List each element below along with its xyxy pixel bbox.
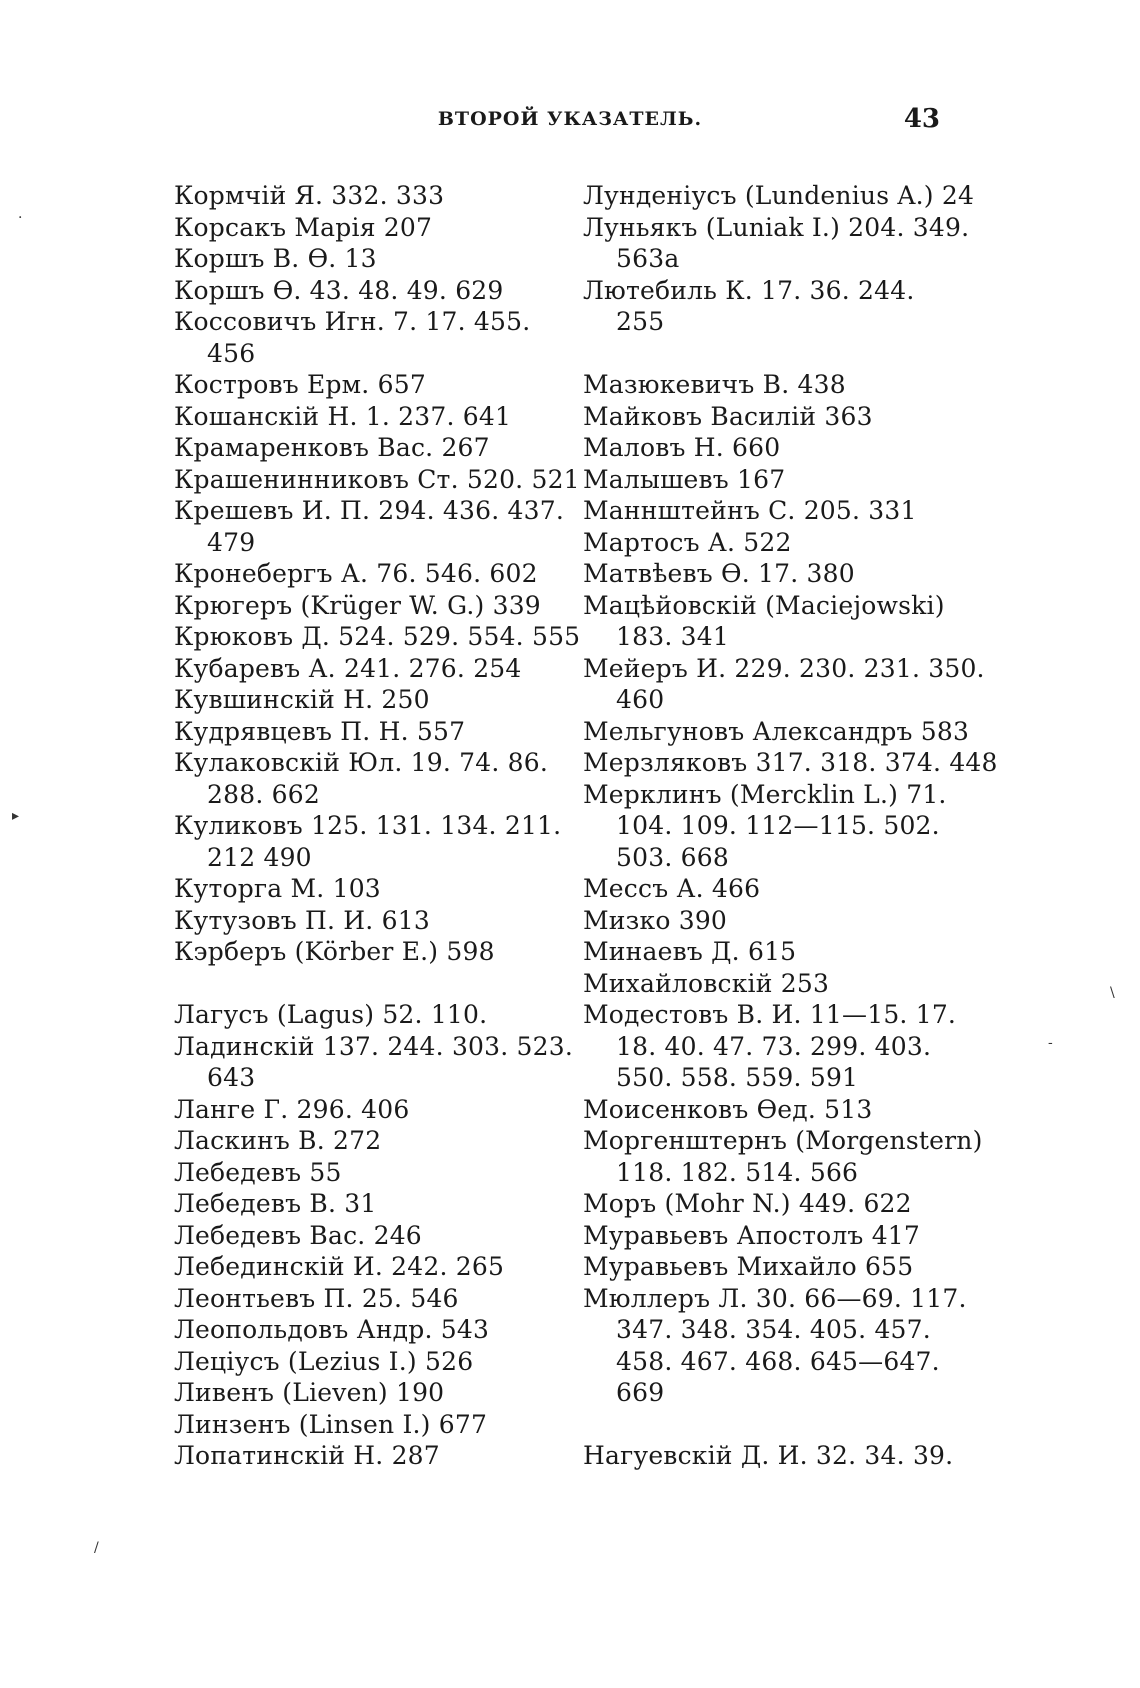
print-speck: / xyxy=(94,1540,99,1556)
index-entry: Малышевъ 167 xyxy=(583,464,786,494)
index-entry-continuation: 18. 40. 47. 73. 299. 403. xyxy=(616,1031,932,1061)
index-entry: Матвѣевъ Ѳ. 17. 380 xyxy=(583,559,855,588)
index-entry-continuation: 255 xyxy=(616,307,665,336)
index-entry: Моръ (Mohr N.) 449. 622 xyxy=(583,1189,912,1218)
index-entry: Маннштейнъ С. 205. 331 xyxy=(583,496,917,525)
index-entry: Лютебиль К. 17. 36. 244. xyxy=(583,275,915,305)
index-entry-continuation: 212 490 xyxy=(207,842,312,872)
index-entry-continuation: 550. 558. 559. 591 xyxy=(616,1063,859,1092)
index-entry: Корсакъ Марія 207 xyxy=(174,212,433,242)
index-entry-continuation: 456 xyxy=(207,338,256,368)
print-speck: \ xyxy=(1110,985,1115,1001)
index-entry: Моргенштернъ (Morgenstern) xyxy=(583,1126,983,1155)
index-entry: Кулаковскій Юл. 19. 74. 86. xyxy=(174,748,549,777)
index-entry: Ладинскій 137. 244. 303. 523. xyxy=(174,1031,574,1061)
blank-line xyxy=(583,338,983,370)
index-entry: Крюгеръ (Krüger W. G.) 339 xyxy=(174,590,541,620)
index-entry: Лебедевъ 55 xyxy=(174,1157,342,1187)
index-entry: Муравьевъ Апостолъ 417 xyxy=(583,1220,921,1250)
index-entry: Костровъ Ерм. 657 xyxy=(174,370,426,399)
index-entry-continuation: 104. 109. 112—115. 502. xyxy=(616,811,940,840)
index-entry: Лопатинскій Н. 287 xyxy=(174,1441,440,1470)
index-entry: Муравьевъ Михайло 655 xyxy=(583,1252,914,1281)
page-number: 43 xyxy=(903,104,940,134)
index-entry: Мейеръ И. 229. 230. 231. 350. xyxy=(583,653,985,683)
running-header: ВТОРОЙ УКАЗАТЕЛЬ. xyxy=(437,108,703,130)
index-entry: Леопольдовъ Андр. 543 xyxy=(174,1315,490,1344)
index-entry: Крамаренковъ Вас. 267 xyxy=(174,433,490,462)
index-entry: Майковъ Василій 363 xyxy=(583,401,873,431)
index-entry: Кудрявцевъ П. Н. 557 xyxy=(174,716,466,746)
index-entry: Лебединскій И. 242. 265 xyxy=(174,1252,505,1281)
index-entry: Кормчій Я. 332. 333 xyxy=(174,181,445,210)
index-entry: Маловъ Н. 660 xyxy=(583,433,781,462)
index-entry-continuation: 479 xyxy=(207,527,256,557)
index-entry-continuation: 347. 348. 354. 405. 457. xyxy=(616,1315,931,1344)
index-entry: Ласкинъ В. 272 xyxy=(174,1126,382,1155)
index-entry: Моисенковъ Ѳед. 513 xyxy=(583,1094,873,1124)
index-entry-continuation: 643 xyxy=(207,1063,256,1092)
index-entry: Кронебергъ А. 76. 546. 602 xyxy=(174,559,538,588)
index-column-left xyxy=(174,180,581,1472)
index-entry: Ланге Г. 296. 406 xyxy=(174,1094,410,1124)
index-entry: Кубаревъ А. 241. 276. 254 xyxy=(174,653,522,683)
index-entry: Куторга М. 103 xyxy=(174,874,381,903)
index-entry: Кутузовъ П. И. 613 xyxy=(174,905,430,935)
blank-line xyxy=(174,968,574,1000)
print-speck: · xyxy=(18,210,23,226)
index-column-right xyxy=(583,180,998,1472)
index-entry: Кошанскій Н. 1. 237. 641 xyxy=(174,401,512,431)
index-entry: Коршъ В. Ѳ. 13 xyxy=(174,244,377,273)
index-entry: Мерзляковъ 317. 318. 374. 448 xyxy=(583,748,998,777)
index-entry: Коршъ Ѳ. 43. 48. 49. 629 xyxy=(174,275,504,305)
index-entry: Мюллеръ Л. 30. 66—69. 117. xyxy=(583,1283,967,1313)
index-entry: Мерклинъ (Mercklin L.) 71. xyxy=(583,779,947,809)
index-entry-continuation: 460 xyxy=(616,685,665,714)
index-entry: Лунденіусъ (Lundenius A.) 24 xyxy=(583,181,975,210)
index-entry: Нагуевскій Д. И. 32. 34. 39. xyxy=(583,1441,954,1470)
index-entry: Лагусъ (Lagus) 52. 110. xyxy=(174,1000,488,1029)
index-entry-continuation: 563а xyxy=(616,244,680,273)
index-entry: Мельгуновъ Александръ 583 xyxy=(583,716,970,746)
index-entry-continuation: 118. 182. 514. 566 xyxy=(616,1157,859,1187)
blank-line xyxy=(583,1409,983,1441)
index-entry: Кувшинскій Н. 250 xyxy=(174,685,430,714)
index-entry: Луньякъ (Luniak I.) 204. 349. xyxy=(583,212,970,242)
index-entry: Линзенъ (Linsen I.) 677 xyxy=(174,1409,488,1439)
index-entry: Леціусъ (Lezius I.) 526 xyxy=(174,1346,474,1376)
print-speck: ▸ xyxy=(12,808,20,824)
index-entry: Куликовъ 125. 131. 134. 211. xyxy=(174,811,562,840)
index-entry: Минаевъ Д. 615 xyxy=(583,937,797,966)
index-entry: Модестовъ В. И. 11—15. 17. xyxy=(583,1000,957,1029)
print-speck: - xyxy=(1048,1035,1053,1051)
index-entry: Мизко 390 xyxy=(583,905,728,935)
index-entry: Леонтьевъ П. 25. 546 xyxy=(174,1283,459,1313)
index-entry: Коссовичъ Игн. 7. 17. 455. xyxy=(174,307,531,336)
index-entry: Михайловскій 253 xyxy=(583,968,830,998)
index-entry: Ливенъ (Lieven) 190 xyxy=(174,1378,445,1407)
index-entry: Крешевъ И. П. 294. 436. 437. xyxy=(174,496,564,525)
index-entry-continuation: 503. 668 xyxy=(616,842,729,872)
index-entry: Кэрберъ (Körber E.) 598 xyxy=(174,937,495,966)
index-entry: Лебедевъ В. 31 xyxy=(174,1189,377,1218)
index-entry-continuation: 669 xyxy=(616,1378,665,1407)
index-entry: Крюковъ Д. 524. 529. 554. 555 xyxy=(174,622,581,651)
index-entry: Мацѣйовскій (Maciejowski) xyxy=(583,590,945,620)
index-entry: Крашенинниковъ Ст. 520. 521 xyxy=(174,464,580,494)
index-entry: Мазюкевичъ В. 438 xyxy=(583,370,846,399)
index-entry: Мессъ А. 466 xyxy=(583,874,761,903)
index-entry-continuation: 458. 467. 468. 645—647. xyxy=(616,1346,940,1376)
index-entry: Мартосъ А. 522 xyxy=(583,527,792,557)
index-entry: Лебедевъ Вас. 246 xyxy=(174,1220,422,1250)
index-entry-continuation: 183. 341 xyxy=(616,622,729,651)
index-entry-continuation: 288. 662 xyxy=(207,779,320,809)
